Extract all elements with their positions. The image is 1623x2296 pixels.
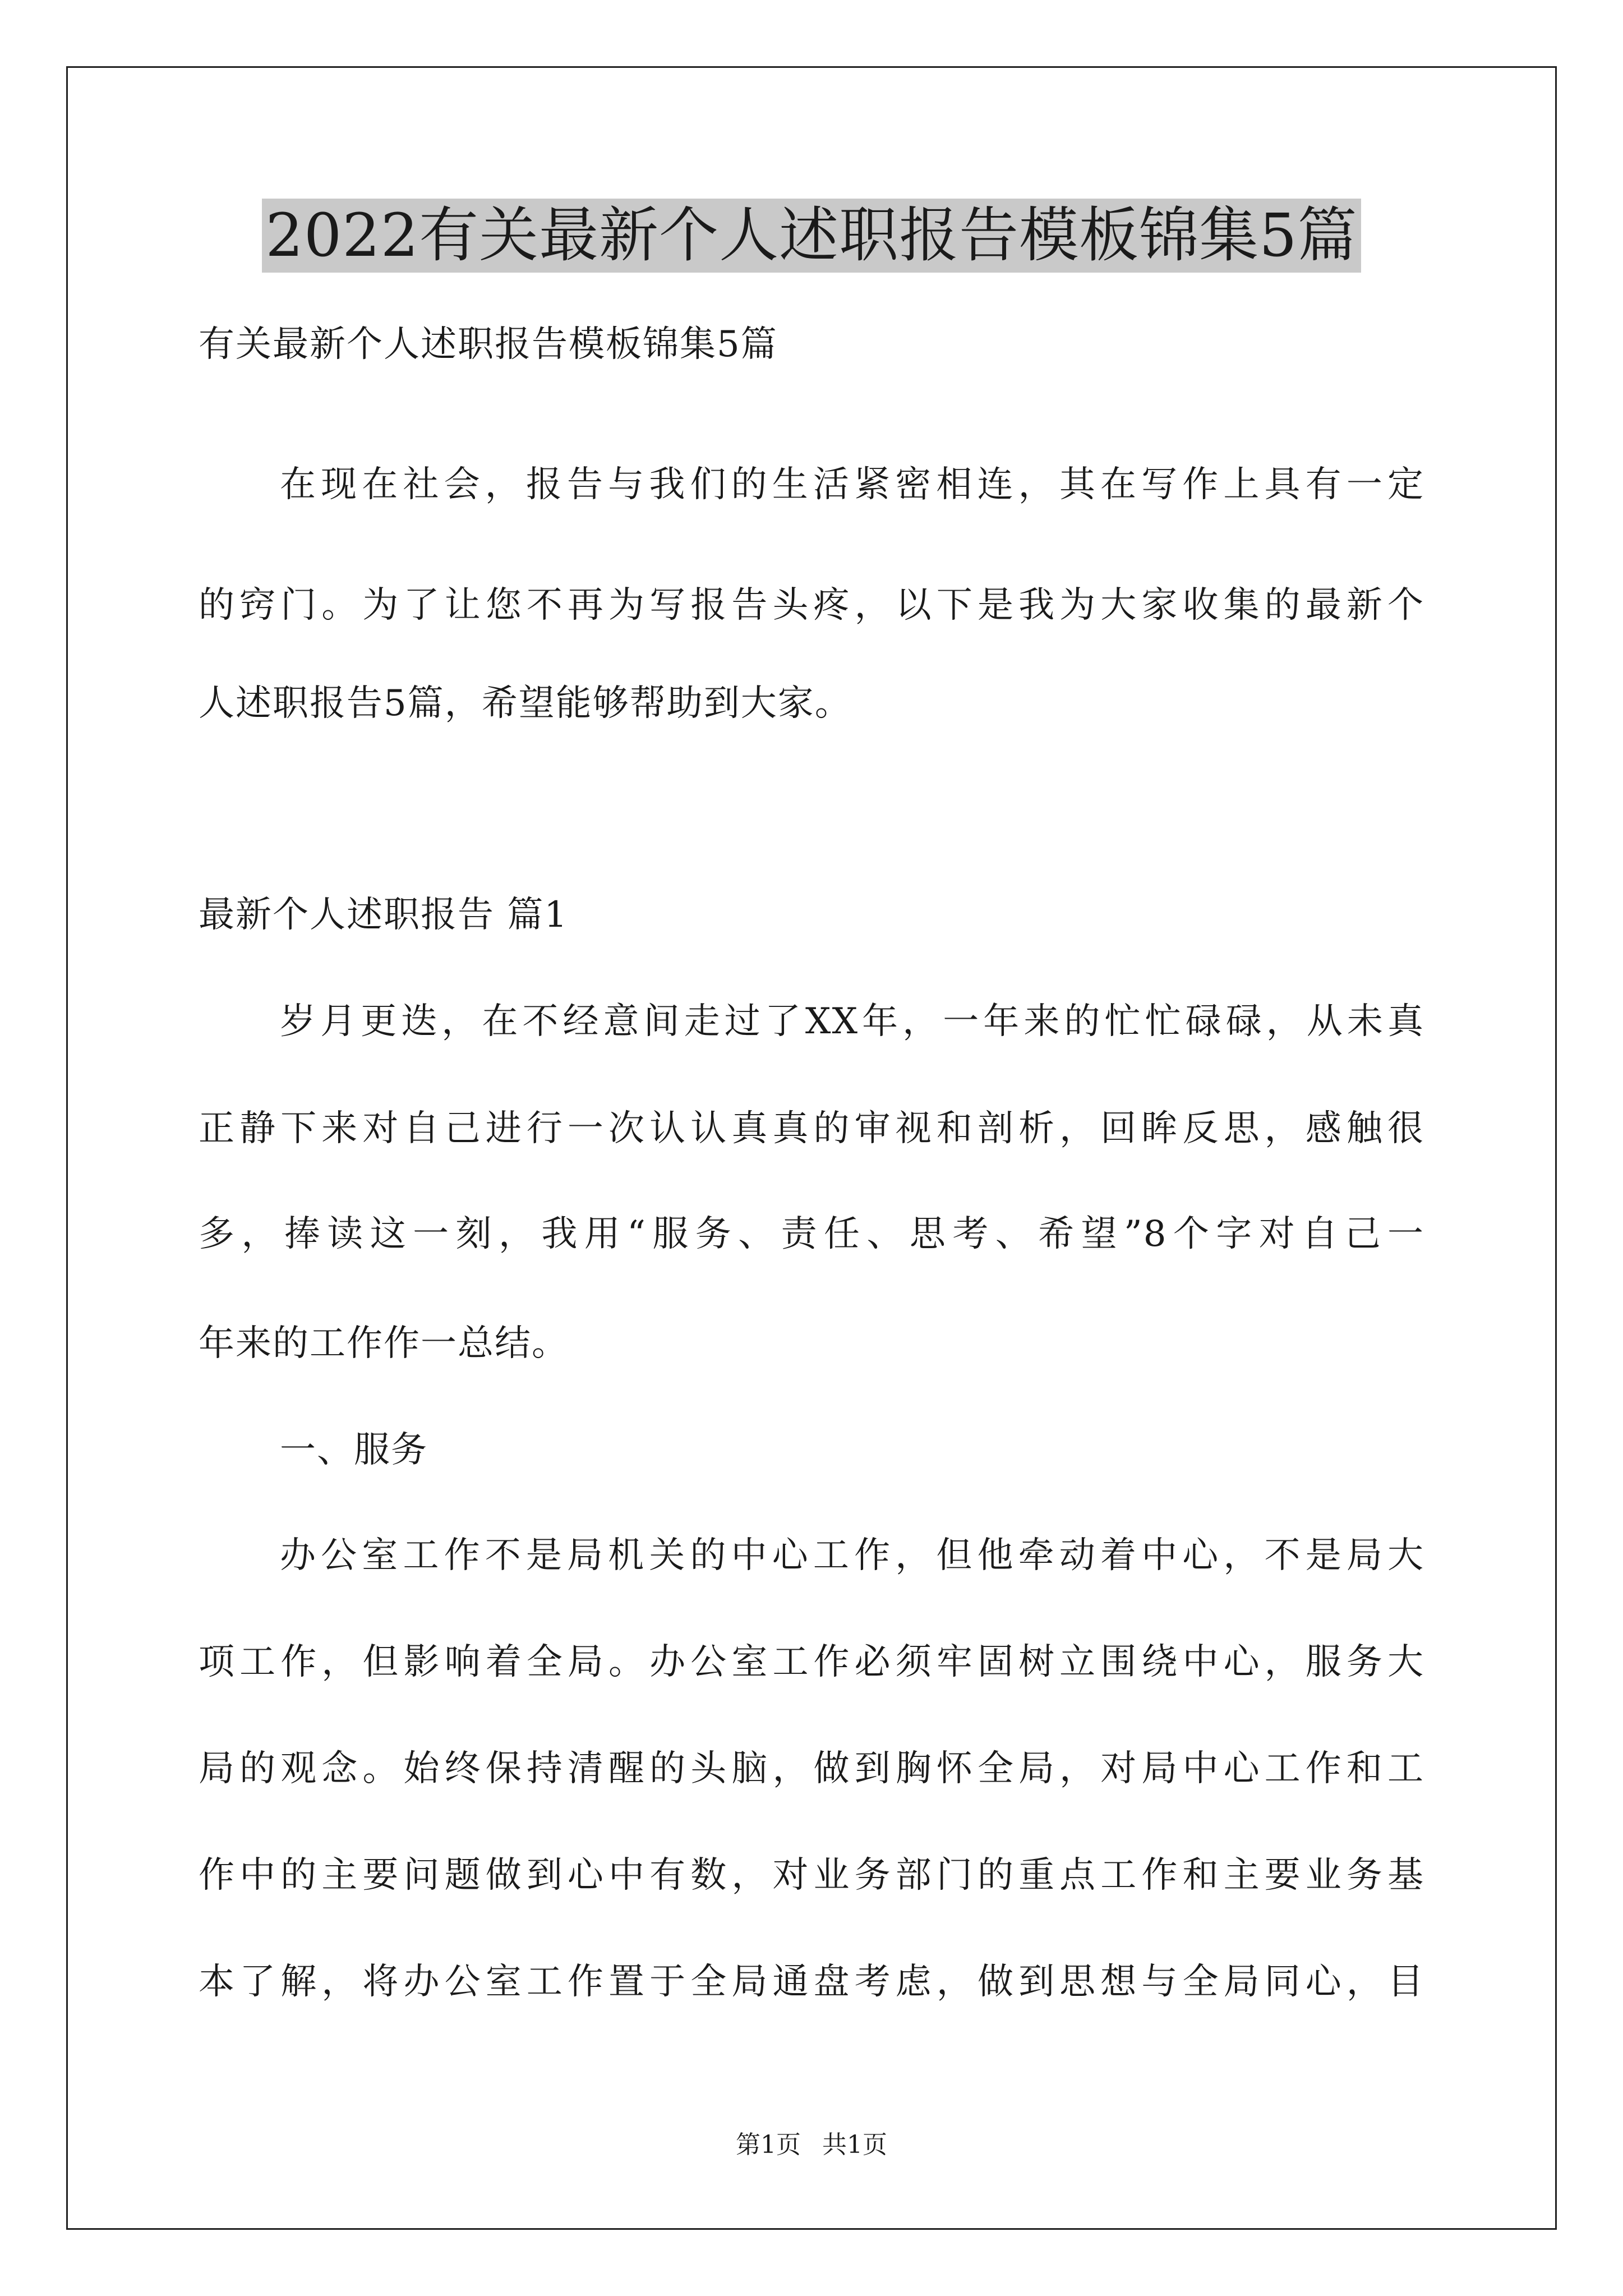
para2-line-1: 办公室工作不是局机关的中心工作，但他牵动着中心，不是局大 (280, 1535, 1424, 1576)
intro-line-2: 的窍门。为了让您不再为写报告头疼，以下是我为大家收集的最新个 (199, 585, 1424, 626)
page-total: 共1页 (822, 2131, 887, 2159)
para2-line-5: 本了解，将办公室工作置于全局通盘考虑，做到思想与全局同心，目 (199, 1961, 1424, 2003)
document-subtitle: 有关最新个人述职报告模板锦集5篇 (199, 324, 778, 365)
para1-line-3: 多，捧读这一刻，我用“服务、责任、思考、希望”8个字对自己一 (199, 1213, 1424, 1255)
page-number: 第1页 (736, 2131, 801, 2159)
para1-line-2: 正静下来对自己进行一次认认真真的审视和剖析，回眸反思，感触很 (199, 1108, 1424, 1149)
section-heading: 最新个人述职报告 篇1 (199, 894, 569, 936)
subheading-service: 一、服务 (280, 1429, 428, 1471)
para1-line-1: 岁月更迭，在不经意间走过了XX年，一年来的忙忙碌碌，从未真 (280, 1001, 1424, 1042)
intro-line-1: 在现在社会，报告与我们的生活紧密相连，其在写作上具有一定 (280, 464, 1424, 505)
para2-line-2: 项工作，但影响着全局。办公室工作必须牢固树立围绕中心，服务大 (199, 1641, 1424, 1683)
document-title: 2022有关最新个人述职报告模板锦集5篇 (262, 199, 1361, 273)
para1-line-4: 年来的工作作一总结。 (199, 1323, 569, 1364)
para2-line-3: 局的观念。始终保持清醒的头脑，做到胸怀全局，对局中心工作和工 (199, 1748, 1424, 1789)
intro-line-3: 人述职报告5篇，希望能够帮助到大家。 (199, 683, 852, 724)
para2-line-4: 作中的主要问题做到心中有数，对业务部门的重点工作和主要业务基 (199, 1855, 1424, 1896)
page-footer (0, 2128, 1623, 2162)
title-container (0, 199, 1623, 273)
